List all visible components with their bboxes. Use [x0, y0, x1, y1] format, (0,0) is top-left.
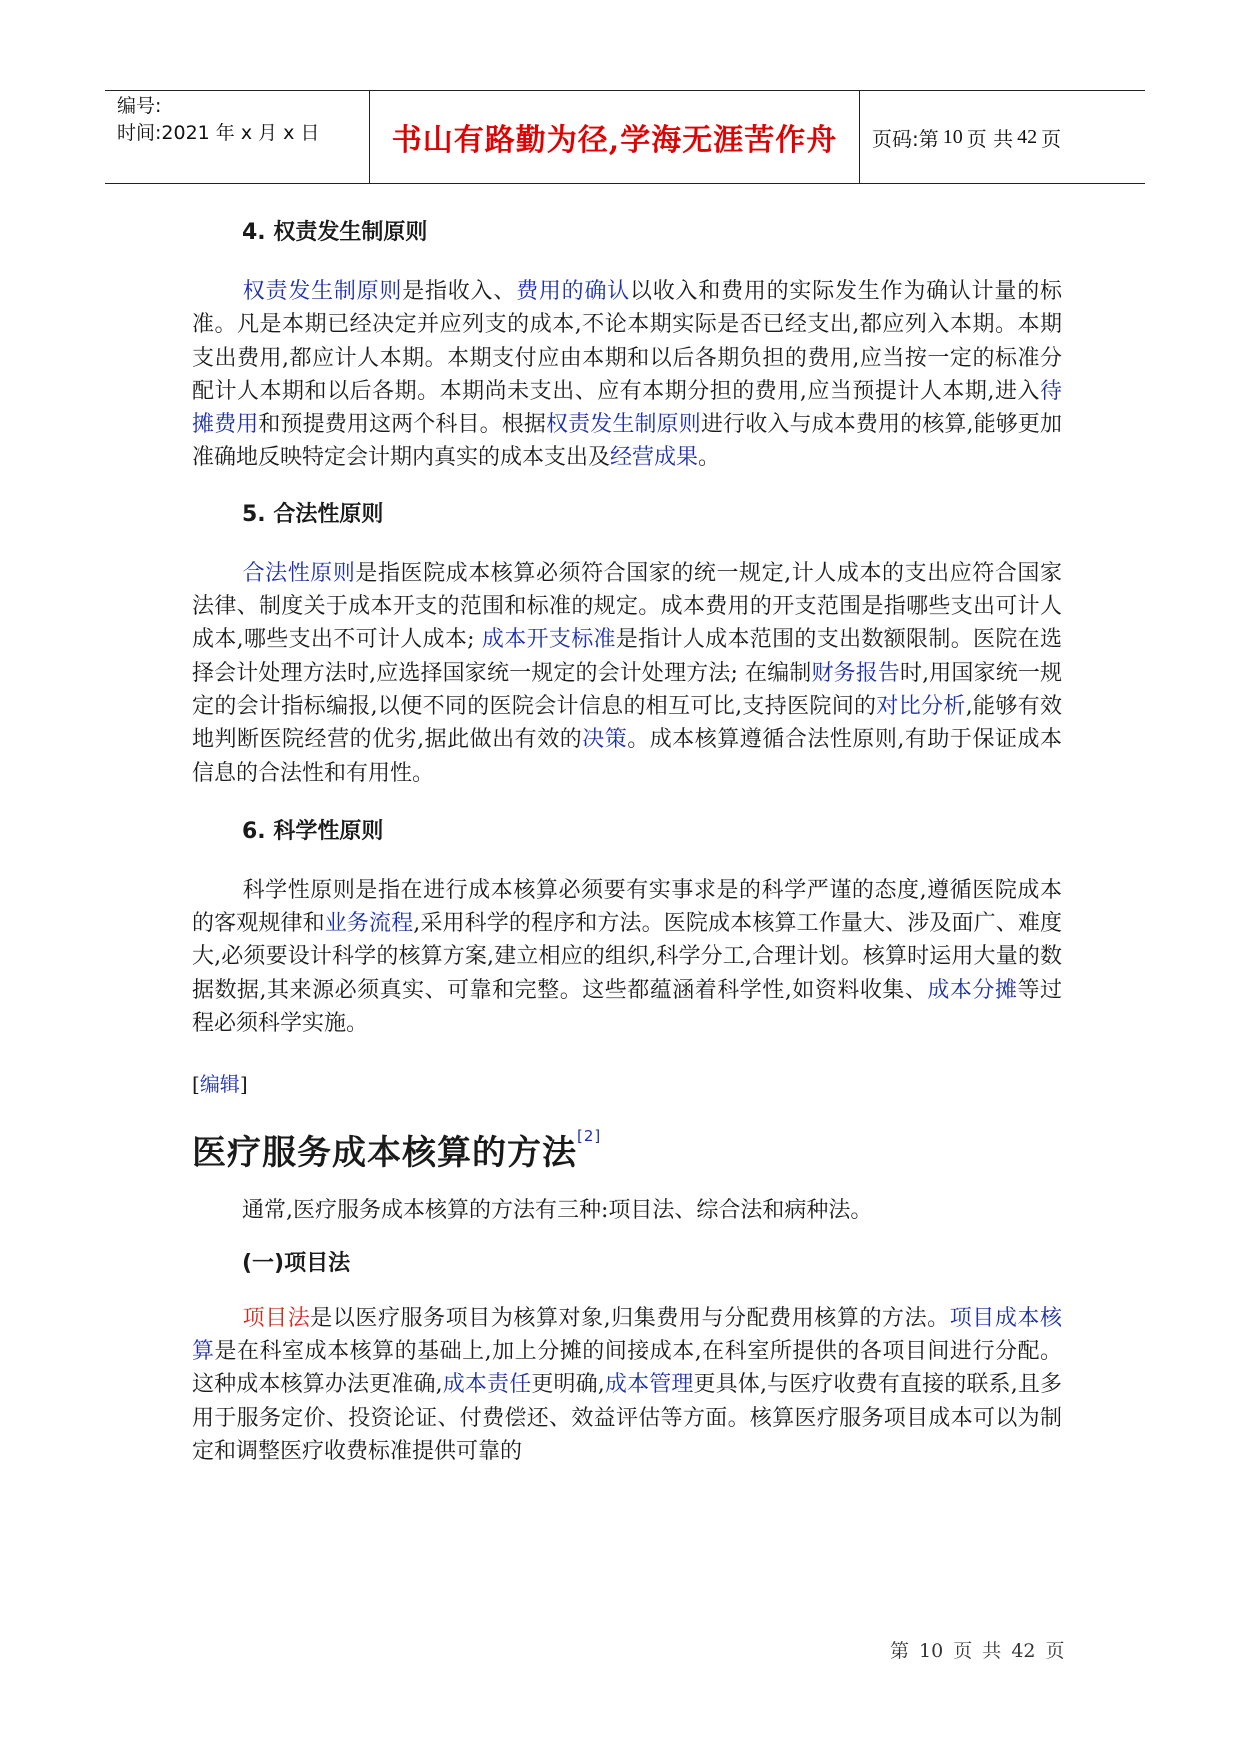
link-cost-responsibility[interactable]: 成本责任 [442, 1372, 532, 1398]
link-cost-standard[interactable]: 成本开支标准 [481, 627, 616, 653]
document-number-label: 编号: [117, 95, 162, 117]
text: ,能够有效地判断医院经营的优劣,据此做出有效的 [192, 693, 1062, 753]
page-prefix: 页码:第 [872, 126, 939, 151]
link-expense-recognition[interactable]: 费用的确认 [516, 279, 630, 304]
text: 时,用国家统一规定的会计指标编报,以便不同的医院会计信息的相互可比,支持医院间的 [192, 660, 1062, 719]
section-6-paragraph [192, 874, 1062, 1040]
link-financial-report[interactable]: 财务报告 [811, 660, 901, 686]
methods-heading [192, 1125, 1062, 1174]
link-operating-results[interactable]: 经营成果 [610, 445, 699, 471]
reference-link[interactable]: [2] [577, 1127, 602, 1146]
link-project-cost-accounting[interactable]: 项目成本核算 [192, 1305, 1062, 1364]
section-4-paragraph [192, 275, 1062, 475]
page-footer: 第 10 页 共 42 页 [890, 1640, 1065, 1662]
link-project-method[interactable]: 项目法 [242, 1305, 311, 1331]
text: 。成本核算遵循合法性原则,有助于保证成本信息的合法性和有用性。 [192, 727, 1062, 786]
section-6-title: 6. 科学性原则 [242, 818, 384, 844]
link-cost-allocation[interactable]: 成本分摊 [927, 977, 1018, 1003]
methods-heading-text: 医疗服务成本核算的方法 [192, 1133, 577, 1174]
text: 是指收入、 [402, 279, 517, 304]
text: 是指计人成本范围的支出数额限制。医院在选择会计处理方法时,应选择国家统一规定的会计处理方法; 在编制 [192, 627, 1062, 686]
section-5-paragraph [192, 557, 1062, 790]
text: 。 [698, 445, 721, 471]
section-5-title: 5. 合法性原则 [242, 501, 384, 527]
text: 和预提费用这两个科目。根据 [258, 412, 547, 438]
text: 是在科室成本核算的基础上,加上分摊的间接成本,在科室所提供的各项目间进行分配。这种成本核算办法更准确, [192, 1338, 1062, 1398]
text: 等过程必须科学实施。 [192, 977, 1062, 1037]
page-mid: 页 共 [966, 126, 1014, 151]
text: 以收入和费用的实际发生作为确认计量的标准。凡是本期已经决定并应列支的成本,不论本期实际是否已经支出,都应列入本期。本期支出费用,都应计人本期。本期支付应由本期和以后各期负担的费用,应当按一定的标准分配计人本期和以后各期。本期尚未支出、应有本期分担的费用,应当预提计人本期,进入 [192, 279, 1062, 404]
text: 是以医疗服务项目为核算对象,归集费用与分配费用核算的方法。 [310, 1305, 950, 1331]
link-accrual-principle[interactable]: 权责发生制原则 [242, 279, 403, 304]
text: 科学性原则是指在进行成本核算必须要有实事求是的科学严谨的态度,遵循医院成本的客观规律和 [192, 877, 1062, 937]
link-legality-principle[interactable]: 合法性原则 [242, 560, 356, 586]
bracket: ] [239, 1072, 248, 1097]
edit-link[interactable]: 编辑 [199, 1072, 240, 1097]
project-method-paragraph [192, 1302, 1062, 1468]
link-prepaid-expenses[interactable]: 待摊费用 [192, 378, 1062, 438]
header-motto: 书山有路勤为径,学海无涯苦作舟 [370, 91, 860, 183]
bracket: [ [192, 1072, 200, 1097]
page-header [105, 90, 1145, 184]
link-cost-management[interactable]: 成本管理 [604, 1372, 694, 1398]
text: 通常,医疗服务成本核算的方法有三种:项目法、综合法和病种法。 [242, 1198, 873, 1224]
methods-intro [192, 1194, 1062, 1227]
page-suffix: 页 [1041, 126, 1062, 151]
text: ,采用科学的程序和方法。医院成本核算工作量大、涉及面广、难度大,必须要设计科学的核算方案,建立相应的组织,科学分工,合理计划。核算时运用大量的数据数据,其来源必须真实、可靠和完整。这些都蕴涵着科学性,如资料收集、 [192, 911, 1062, 1003]
edit-link-wrapper [192, 1068, 1062, 1097]
document-time: 时间:2021 年 x 月 x 日 [117, 122, 320, 144]
page-number: 10 [942, 125, 963, 148]
link-comparative-analysis[interactable]: 对比分析 [876, 693, 966, 719]
link-decision[interactable]: 决策 [582, 727, 628, 753]
text: 更明确, [531, 1372, 605, 1398]
header-page-info [860, 91, 1145, 183]
page-total: 42 [1017, 125, 1038, 148]
text: 更具体,与医疗收费有直接的联系,且多用于服务定价、投资论证、付费偿还、效益评估等方面。核算医疗服务项目成本可以为制定和调整医疗收费标准提供可靠的 [192, 1372, 1062, 1464]
section-4-title: 4. 权责发生制原则 [242, 220, 428, 245]
link-business-process[interactable]: 业务流程 [324, 911, 414, 937]
project-method-title: (一)项目法 [242, 1250, 351, 1276]
header-meta [105, 91, 370, 183]
text: 是指医院成本核算必须符合国家的统一规定,计人成本的支出应符合国家法律、制度关于成本开支的范围和标准的规定。成本费用的开支范围是指哪些支出可计人成本,哪些支出不可计人成本; [192, 560, 1062, 653]
link-accrual-principle-2[interactable]: 权责发生制原则 [546, 412, 701, 438]
document-body [192, 205, 1062, 1468]
text: 进行收入与成本费用的核算,能够更加准确地反映特定会计期内真实的成本支出及 [192, 412, 1062, 471]
